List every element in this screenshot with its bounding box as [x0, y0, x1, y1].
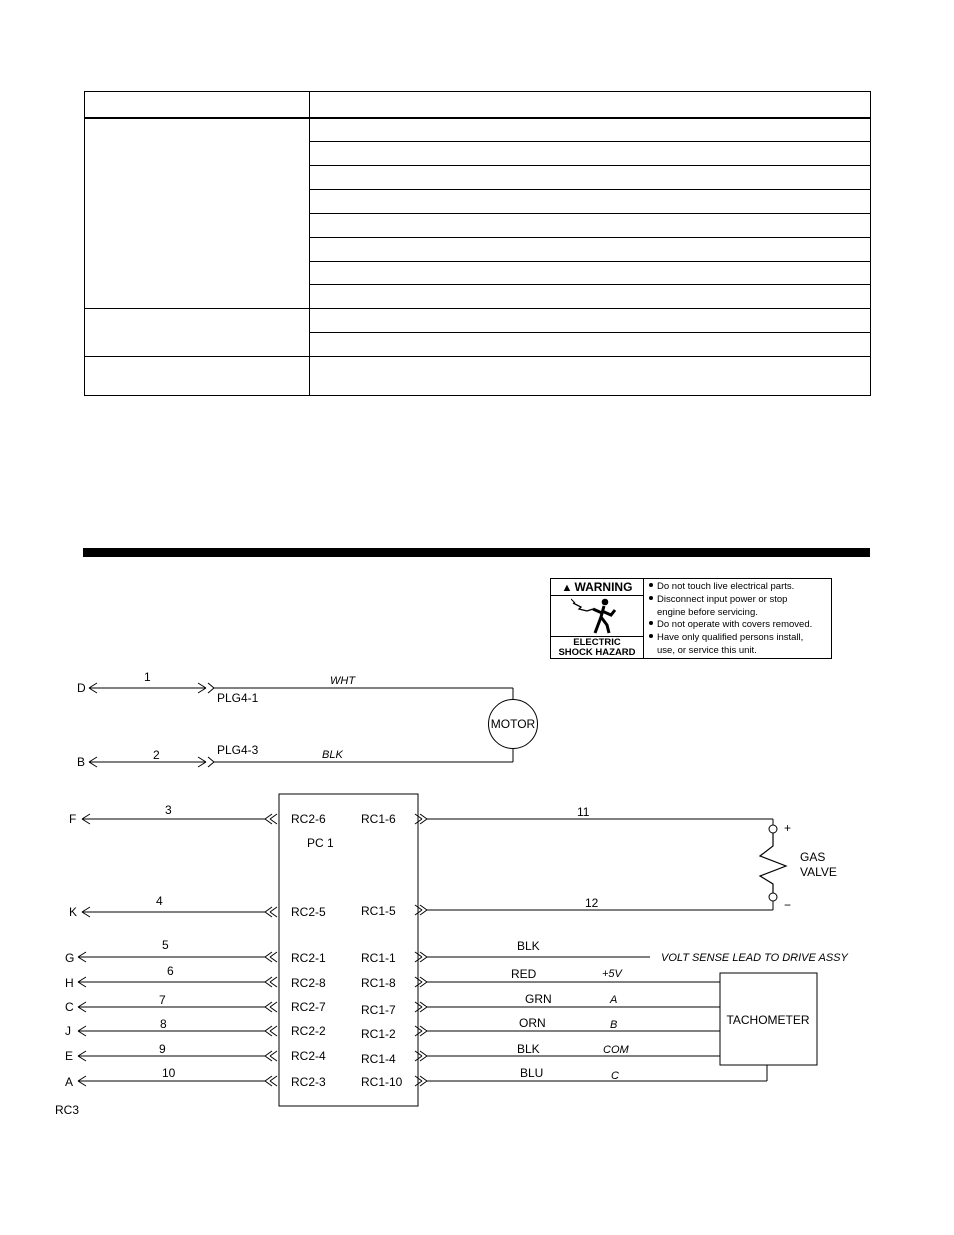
svg-text:RC1-7: RC1-7	[361, 1003, 396, 1017]
svg-text:F: F	[69, 812, 77, 826]
svg-text:RC1-2: RC1-2	[361, 1027, 396, 1041]
svg-text:C: C	[611, 1070, 619, 1082]
svg-text:B: B	[610, 1019, 618, 1031]
svg-text:12: 12	[585, 896, 599, 910]
svg-text:BLK: BLK	[517, 939, 540, 953]
bullet-icon	[649, 634, 653, 638]
svg-text:ORN: ORN	[519, 1016, 546, 1030]
wire-color: BLK	[322, 749, 343, 761]
table-row-divider	[309, 141, 870, 142]
svg-text:RC2-5: RC2-5	[291, 905, 326, 919]
svg-text:6: 6	[167, 964, 174, 978]
svg-text:BLU: BLU	[520, 1066, 544, 1080]
warning-item: Do not touch live electrical parts.	[647, 581, 812, 594]
svg-text:RC2-1: RC2-1	[291, 951, 326, 965]
table-row-divider	[309, 261, 870, 262]
table-row-divider	[309, 284, 870, 285]
motor-line-b	[77, 743, 513, 769]
svg-text:10: 10	[162, 1066, 176, 1080]
table-row-divider	[309, 213, 870, 214]
wire-number: 1	[144, 670, 151, 684]
warning-title: WARNING	[574, 580, 633, 594]
svg-text:RC1-1: RC1-1	[361, 951, 396, 965]
gas-valve	[760, 819, 837, 912]
svg-text:A: A	[610, 994, 618, 1006]
warning-item: Disconnect input power or stop	[647, 594, 812, 607]
warning-item: Do not operate with covers removed.	[647, 619, 812, 632]
reference-table	[84, 91, 871, 396]
svg-text:H: H	[65, 976, 74, 990]
electric-shock-warning-label	[550, 578, 832, 659]
section-rule	[83, 548, 870, 557]
connector-label: PLG4-3	[217, 743, 259, 757]
gas-valve-label: GAS	[800, 850, 826, 864]
table-group-divider	[85, 308, 870, 309]
svg-text:3: 3	[165, 803, 172, 817]
bullet-icon	[649, 621, 653, 625]
terminal-label: D	[77, 681, 86, 695]
svg-text:RC1-6: RC1-6	[361, 812, 396, 826]
svg-text:C: C	[65, 1000, 74, 1014]
tachometer-label: TACHOMETER	[726, 1013, 810, 1027]
bullet-icon	[649, 583, 653, 587]
svg-text:8: 8	[160, 1017, 167, 1031]
warning-item-continued: engine before servicing.	[657, 606, 758, 618]
circuit-row	[65, 1065, 767, 1089]
circuit-row	[65, 964, 720, 990]
table-column-divider	[309, 92, 310, 395]
electric-shock-icon	[571, 597, 623, 635]
table-row-divider	[309, 189, 870, 190]
svg-text:G: G	[65, 951, 75, 965]
table-group-divider	[85, 356, 870, 357]
hazard-caption-line-1: ELECTRIC	[573, 637, 621, 648]
svg-text:4: 4	[156, 894, 163, 908]
svg-text:BLK: BLK	[517, 1042, 540, 1056]
wire-number: 2	[153, 748, 160, 762]
motor-line-d	[77, 670, 513, 705]
svg-text:J: J	[65, 1024, 71, 1038]
table-row-divider	[309, 237, 870, 238]
pc-board-label: PC 1	[307, 836, 334, 850]
svg-text:RC2-3: RC2-3	[291, 1075, 326, 1089]
svg-text:9: 9	[159, 1042, 166, 1056]
warning-instructions	[647, 581, 812, 658]
svg-text:COM: COM	[603, 1044, 629, 1056]
svg-text:RC2-8: RC2-8	[291, 976, 326, 990]
svg-text:7: 7	[159, 993, 166, 1007]
circuit-row	[65, 992, 720, 1017]
hazard-caption-line-2: SHOCK HAZARD	[558, 647, 636, 658]
circuit-row	[65, 1016, 720, 1041]
svg-text:RC2-2: RC2-2	[291, 1024, 326, 1038]
circuit-row	[69, 803, 773, 826]
hazard-caption	[551, 636, 643, 658]
warning-label-left-panel	[551, 579, 644, 658]
terminal-label: B	[77, 755, 86, 769]
svg-text:5: 5	[162, 938, 169, 952]
svg-text:RC1-4: RC1-4	[361, 1052, 396, 1066]
circuit-row	[65, 938, 849, 965]
warning-triangle-icon: ▲	[561, 582, 573, 594]
table-header-divider	[85, 117, 870, 119]
svg-text:RC1-8: RC1-8	[361, 976, 396, 990]
svg-text:11: 11	[577, 805, 590, 819]
wiring-schematic	[0, 660, 954, 1130]
svg-text:RC1-5: RC1-5	[361, 904, 396, 918]
motor-label: MOTOR	[490, 717, 536, 731]
positive-terminal: +	[784, 821, 792, 835]
reference-label: RC3	[55, 1103, 80, 1117]
warning-item: Have only qualified persons install,	[647, 632, 812, 645]
svg-text:RED: RED	[511, 967, 537, 981]
svg-text:+5V: +5V	[602, 968, 622, 980]
table-row-divider	[309, 165, 870, 166]
svg-text:A: A	[65, 1075, 74, 1089]
circuit-row	[65, 1042, 720, 1066]
warning-header	[551, 579, 643, 596]
wire-color: WHT	[330, 675, 356, 687]
connector-label: PLG4-1	[217, 691, 259, 705]
svg-text:RC2-6: RC2-6	[291, 812, 326, 826]
svg-text:VOLT SENSE LEAD TO DRIVE ASSY: VOLT SENSE LEAD TO DRIVE ASSY	[661, 952, 848, 964]
svg-text:RC1-10: RC1-10	[361, 1075, 403, 1089]
negative-terminal: −	[784, 898, 792, 912]
svg-text:RC2-7: RC2-7	[291, 1000, 326, 1014]
table-row-divider	[309, 332, 870, 333]
svg-text:K: K	[69, 905, 78, 919]
gas-valve-label: VALVE	[800, 865, 837, 879]
svg-text:GRN: GRN	[525, 992, 552, 1006]
warning-item-continued: use, or service this unit.	[657, 644, 757, 656]
svg-text:RC2-4: RC2-4	[291, 1049, 326, 1063]
bullet-icon	[649, 596, 653, 600]
svg-text:E: E	[65, 1049, 74, 1063]
tachometer	[720, 973, 817, 1065]
motor-symbol	[489, 700, 538, 749]
circuit-row	[69, 894, 773, 919]
